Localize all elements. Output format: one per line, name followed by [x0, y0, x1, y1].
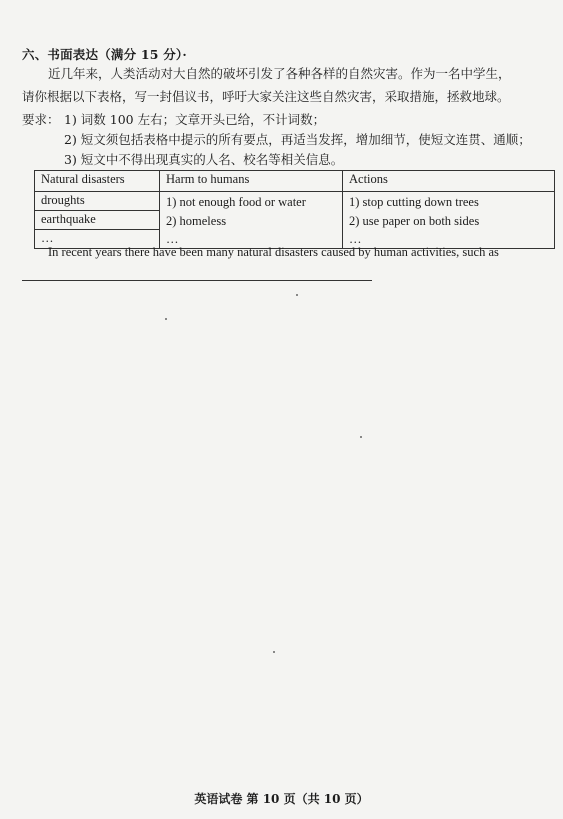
requirement-1: 1) 词数 100 左右；文章开头已给，不计词数；	[64, 112, 326, 127]
table-header-row	[35, 171, 555, 192]
scan-speck	[360, 436, 362, 438]
instructions-line-1: 近几年来，人类活动对大自然的破坏引发了各种各样的自然灾害。作为一名中学生，	[48, 66, 511, 81]
action-item-1: 1) stop cutting down trees	[349, 195, 479, 209]
section-heading: 六、书面表达（满分 15 分）·	[22, 47, 187, 62]
action-item-2: 2) use paper on both sides	[349, 214, 480, 228]
disaster-cell: …	[35, 230, 160, 249]
instructions-paragraph	[22, 62, 550, 108]
header-harm-to-humans: Harm to humans	[160, 171, 343, 192]
essay-opening-sentence: In recent years there have been many natural disasters caused by human activities, such as	[48, 245, 499, 259]
disaster-cell: droughts	[35, 192, 160, 211]
harm-item-1: 1) not enough food or water	[166, 195, 306, 209]
actions-cell	[343, 192, 555, 249]
requirements-label: 要求：	[22, 112, 60, 127]
scan-speck	[273, 651, 275, 653]
header-natural-disasters: Natural disasters	[35, 171, 160, 192]
header-actions: Actions	[343, 171, 555, 192]
scan-speck	[296, 294, 298, 296]
table-row	[35, 192, 555, 211]
answer-line	[22, 280, 372, 281]
requirement-3: 3) 短文中不得出现真实的人名、校名等相关信息。	[64, 152, 344, 167]
hints-table	[34, 170, 555, 249]
harm-cell	[160, 192, 343, 249]
disaster-cell: earthquake	[35, 211, 160, 230]
page-footer: 英语试卷 第 10 页（共 10 页）	[194, 792, 369, 806]
instructions-line-2: 请你根据以下表格，写一封倡议书，呼吁大家关注这些自然灾害，采取措施，拯救地球。	[22, 89, 510, 104]
action-item-3: …	[349, 232, 362, 246]
requirement-2: 2) 短文须包括表格中提示的所有要点，再适当发挥，增加细节，使短文连贯、通顺；	[64, 132, 531, 147]
harm-item-3: …	[166, 232, 179, 246]
harm-item-2: 2) homeless	[166, 214, 227, 228]
scan-speck	[165, 318, 167, 320]
